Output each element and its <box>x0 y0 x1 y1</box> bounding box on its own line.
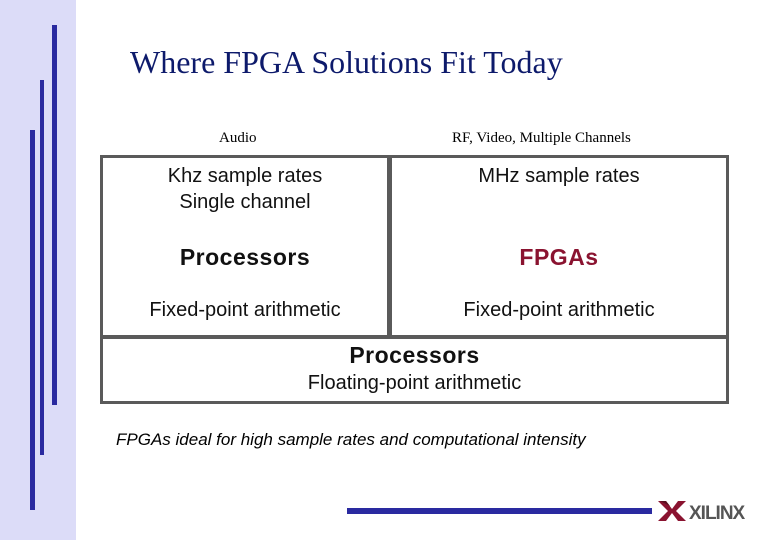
decorative-vertical-line <box>30 130 35 510</box>
svg-text:XILINX: XILINX <box>689 503 745 524</box>
audio-arithmetic-label: Fixed-point arithmetic <box>149 299 341 321</box>
decorative-vertical-line <box>52 25 57 405</box>
column-header-rf: RF, Video, Multiple Channels <box>452 130 631 146</box>
decorative-sidebar <box>0 0 76 540</box>
floating-arithmetic-label: Floating-point arithmetic <box>307 372 522 394</box>
audio-rates <box>103 163 387 215</box>
decorative-vertical-line <box>40 80 44 455</box>
slide-title: Where FPGA Solutions Fit Today <box>130 44 563 80</box>
column-header-audio: Audio <box>219 130 257 146</box>
rf-box <box>389 155 729 338</box>
audio-rates-line1: Khz sample rates <box>167 165 323 187</box>
rf-rates: MHz sample rates <box>478 165 640 187</box>
audio-rates-line2: Single channel <box>179 191 311 213</box>
rf-device-label: FPGAs <box>519 244 599 270</box>
floating-device-label: Processors <box>349 342 480 368</box>
audio-device-label: Processors <box>179 244 311 270</box>
summary-text: FPGAs ideal for high sample rates and computational intensity <box>116 430 586 449</box>
xilinx-logo <box>656 498 766 524</box>
floating-point-box <box>100 336 729 404</box>
xilinx-logo-mark-icon <box>658 501 686 521</box>
rf-arithmetic-label: Fixed-point arithmetic <box>463 299 655 321</box>
decorative-horizontal-line <box>347 508 652 514</box>
audio-box <box>100 155 390 338</box>
